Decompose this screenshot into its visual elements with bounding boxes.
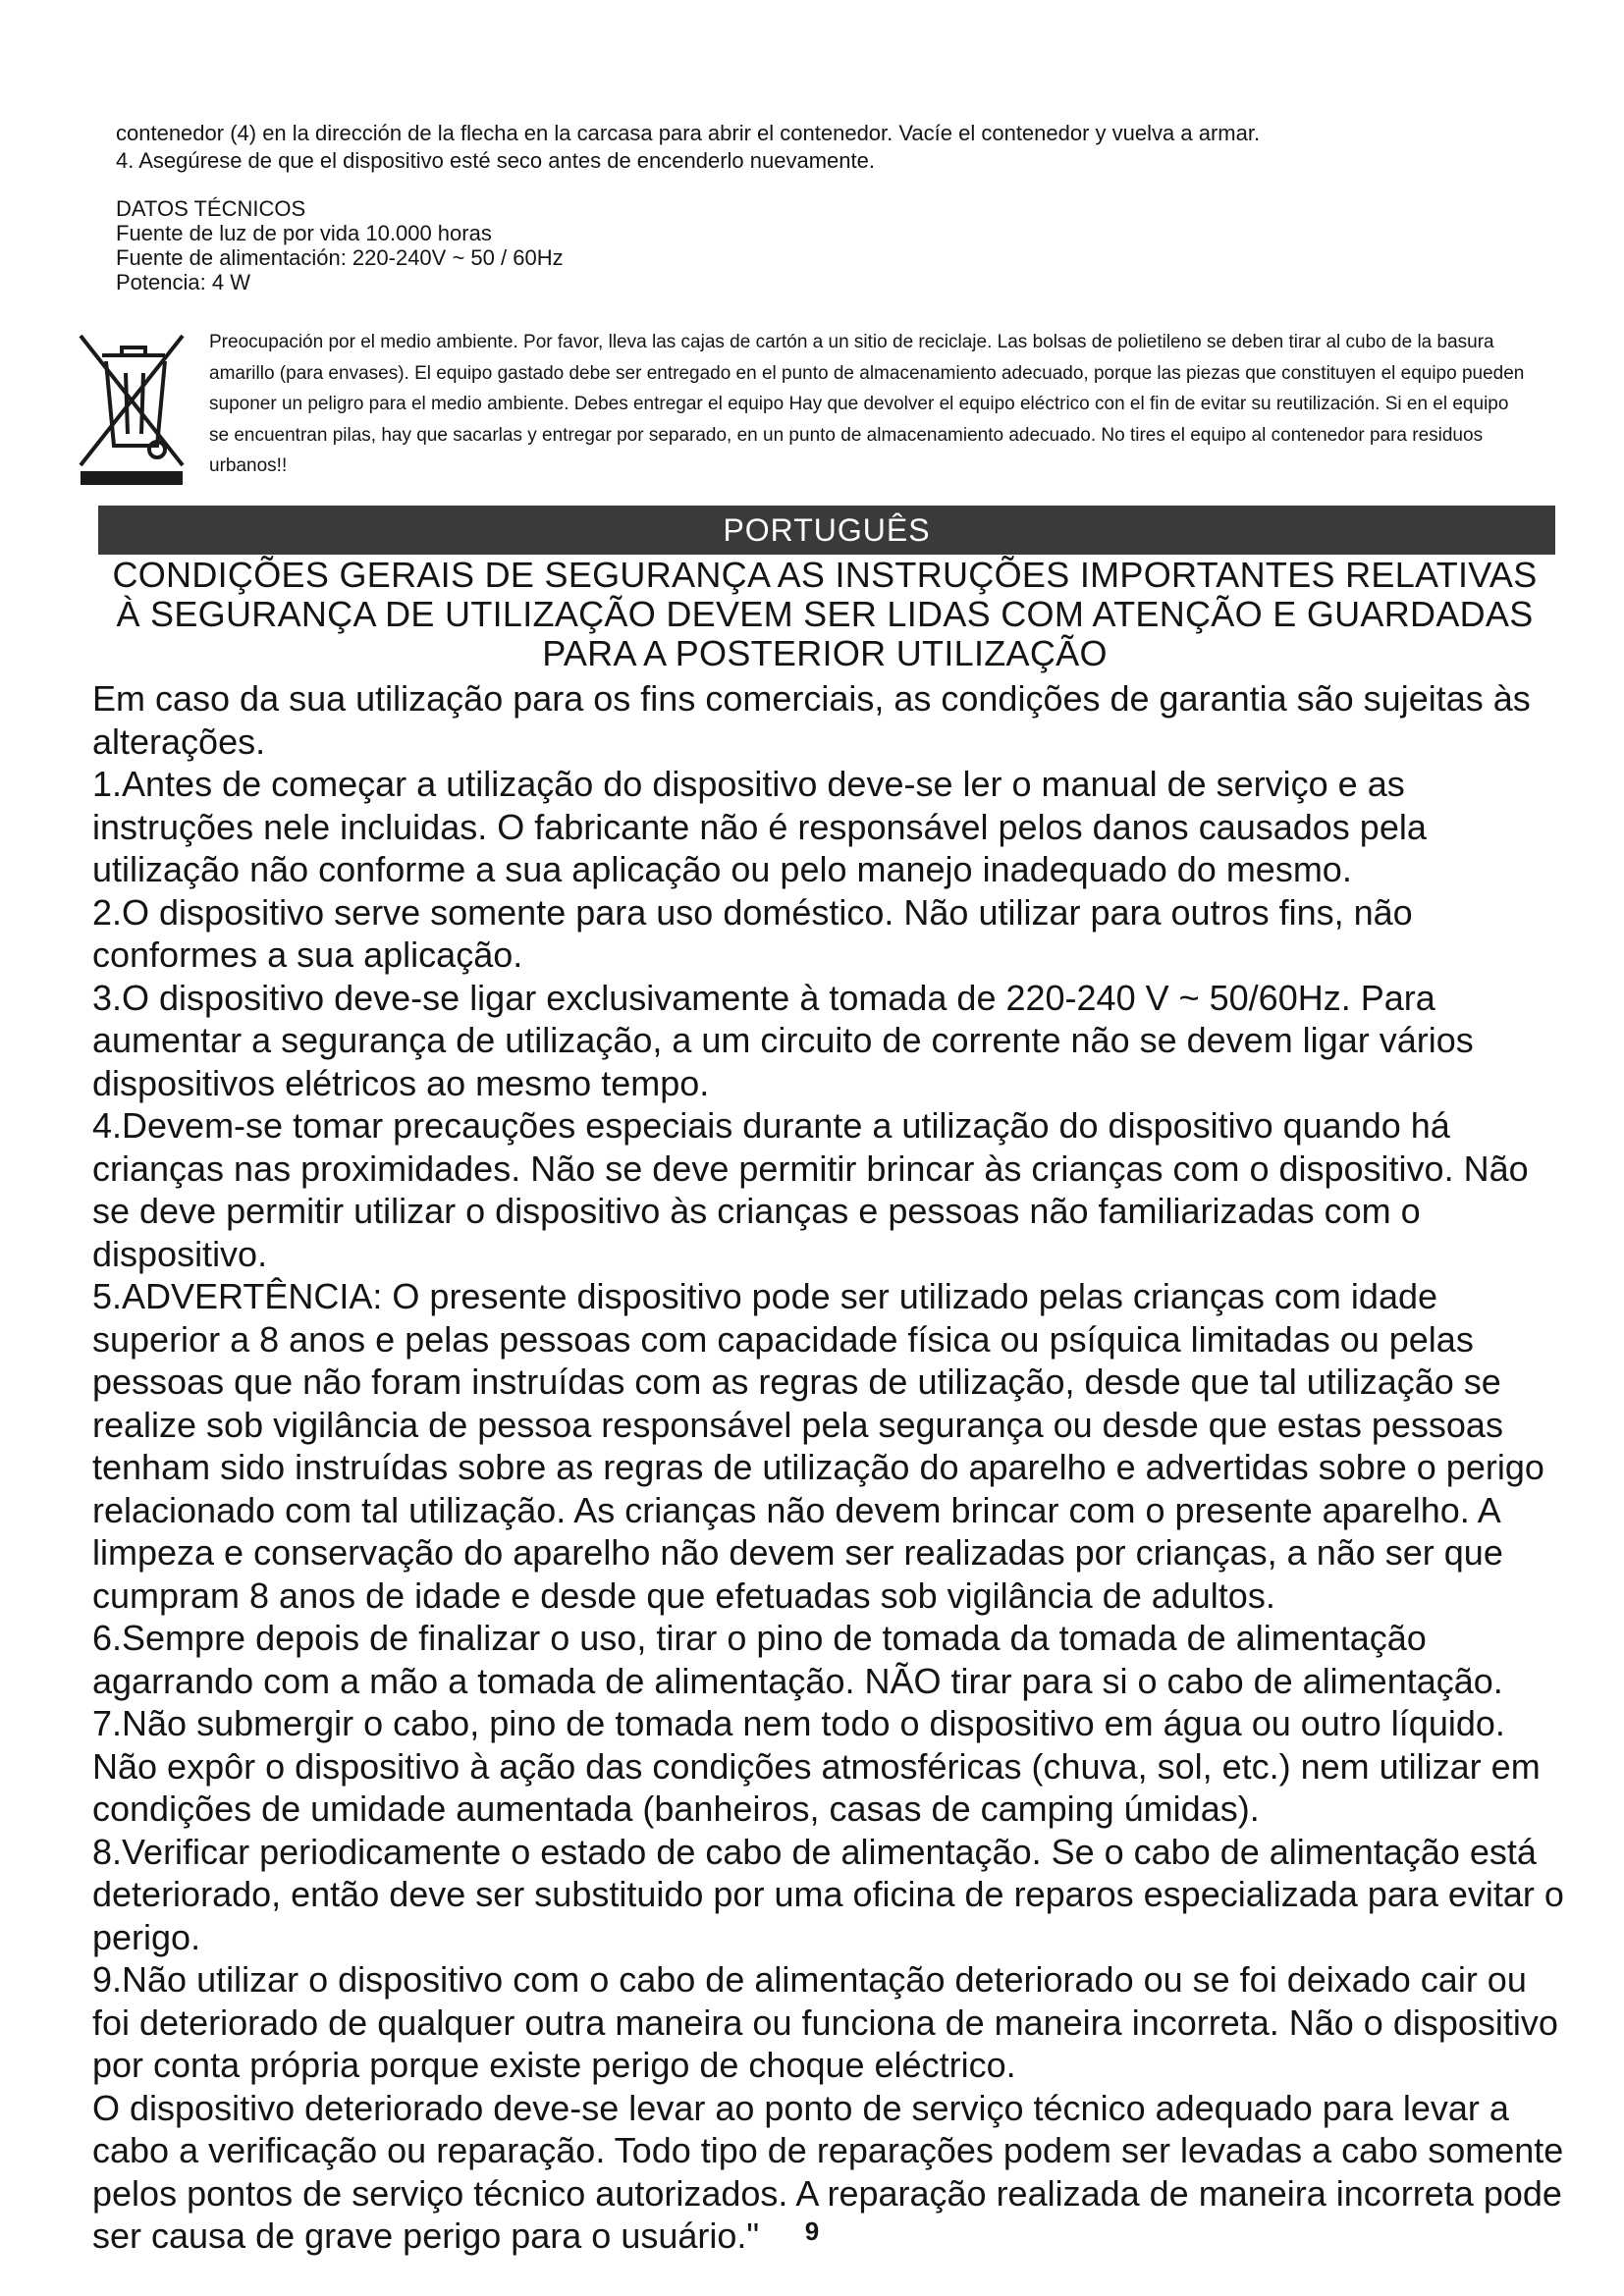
instruction-paragraph: 8.Verificar periodicamente o estado de cabo de alimentação. Se o cabo de alimentação está deteriorado, então deve ser substituido por uma oficina de reparos especializada para evitar o perigo. — [92, 1831, 1564, 1957]
instruction-paragraph: 5.ADVERTÊNCIA: O presente dispositivo pode ser utilizado pelas crianças com idade superior a 8 anos e pelas pessoas com capacidade física ou psíquica limitadas ou pelas pessoas que não foram instruídas com as regras de utilização, desde que tal utilização se realize sob vigilância de pessoa responsável pela segurança ou desde que estas pessoas tenham sido instruídas sobre as regras de utilização do aparelho e advertidas sobre o perigo relacionado com tal utilização. As crianças não devem brincar com o presente aparelho. A limpeza e conservação do aparelho não devem ser realizadas por crianças, a não ser que cumpram 8 anos de idade e desde que efetuadas sob vigilância de adultos. — [92, 1276, 1544, 1616]
instruction-paragraph: 1.Antes de começar a utilização do dispositivo deve-se ler o manual de serviço e as instruções nele incluidas. O fabricante não é responsável pelos danos causados pela utilização não conforme a sua aplicação ou pelo manejo inadequado do mesmo. — [92, 764, 1427, 889]
instruction-paragraph: 6.Sempre depois de finalizar o uso, tirar o pino de tomada da tomada de alimentação agarrando com a mão a tomada de alimentação. NÃO tirar para si o cabo de alimentação. — [92, 1618, 1503, 1701]
intro-text — [116, 120, 1530, 175]
intro-line: 4. Asegúrese de que el dispositivo esté seco antes de encenderlo nuevamente. — [116, 148, 875, 173]
page-number: 9 — [804, 2216, 820, 2246]
technical-data — [116, 196, 564, 294]
crossed-out-wheelie-bin-icon — [73, 322, 190, 489]
technical-data-line: Fuente de alimentación: 220-240V ~ 50 / 60Hz — [116, 245, 564, 270]
instruction-paragraph: 2.O dispositivo serve somente para uso doméstico. Não utilizar para outros fins, não conformes a sua aplicação. — [92, 891, 1413, 975]
technical-data-title: DATOS TÉCNICOS — [116, 196, 306, 221]
instruction-paragraph: 7.Não submergir o cabo, pino de tomada nem todo o dispositivo em água ou outro líquido. Não expôr o dispositivo à ação das condições atmosféricas (chuva, sol, etc.) nem utilizar em condições de umidade aumentada (banheiros, casas de camping úmidas). — [92, 1703, 1541, 1829]
safety-heading — [88, 556, 1561, 673]
safety-instructions — [92, 677, 1565, 2258]
heading-line: À SEGURANÇA DE UTILIZAÇÃO DEVEM SER LIDAS COM ATENÇÃO E GUARDADAS — [116, 594, 1534, 634]
instruction-paragraph: Em caso da sua utilização para os fins comerciais, as condições de garantia são sujeitas às alterações. — [92, 678, 1531, 762]
instruction-paragraph: O dispositivo deteriorado deve-se levar ao ponto de serviço técnico adequado para levar a cabo a verificação ou reparação. Todo tipo de reparações podem ser levadas a cabo somente pelos pontos de serviço técnico autorizados. A reparação realizada de maneira incorreta pode ser causa de grave perigo para o usuário." — [92, 2087, 1564, 2256]
intro-line: contenedor (4) en la dirección de la flecha en la carcasa para abrir el contenedor. Vacíe el contenedor y vuelva a armar. — [116, 121, 1261, 145]
technical-data-line: Fuente de luz de por vida 10.000 horas — [116, 221, 492, 245]
instruction-paragraph: 3.O dispositivo deve-se ligar exclusivamente à tomada de 220-240 V ~ 50/60Hz. Para aumentar a segurança de utilização, a um circuito de corrente não se devem ligar vários dispositivos elétricos ao mesmo tempo. — [92, 977, 1474, 1103]
heading-line: CONDIÇÕES GERAIS DE SEGURANÇA AS INSTRUÇÕES IMPORTANTES RELATIVAS — [112, 555, 1538, 595]
instruction-paragraph: 9.Não utilizar o dispositivo com o cabo de alimentação deteriorado ou se foi deixado cair ou foi deteriorado de qualquer outra maneira ou funciona de maneira incorreta. Não o dispositivo por conta própria porque existe perigo de choque eléctrico. — [92, 1959, 1558, 2085]
environment-notice: Preocupación por el medio ambiente. Por favor, lleva las cajas de cartón a un sitio de reciclaje. Las bolsas de polietileno se deben tirar al cubo de la basura amarillo (para envases). El equipo gastado debe ser entregado en el punto de almacenamiento adecuado, porque las piezas que constituyen el equipo pueden suponer un peligro para el medio ambiente. Debes entregar el equipo Hay que devolver el equipo eléctrico con el fin de evitar su reutilización. Si en el equipo se encuentran pilas, hay que sacarlas y entregar por separado, en un punto de almacenamiento adecuado. No tires el equipo al contenedor para residuos urbanos!! — [209, 332, 1525, 476]
language-section-bar: PORTUGUÊS — [98, 506, 1555, 555]
heading-line: PARA A POSTERIOR UTILIZAÇÃO — [542, 633, 1108, 673]
instruction-paragraph: 4.Devem-se tomar precauções especiais durante a utilização do dispositivo quando há crianças nas proximidades. Não se deve permitir brincar às crianças com o dispositivo. Não se deve permitir utilizar o dispositivo às crianças e pessoas não familiarizadas com o dispositivo. — [92, 1105, 1529, 1274]
technical-data-line: Potencia: 4 W — [116, 270, 250, 294]
